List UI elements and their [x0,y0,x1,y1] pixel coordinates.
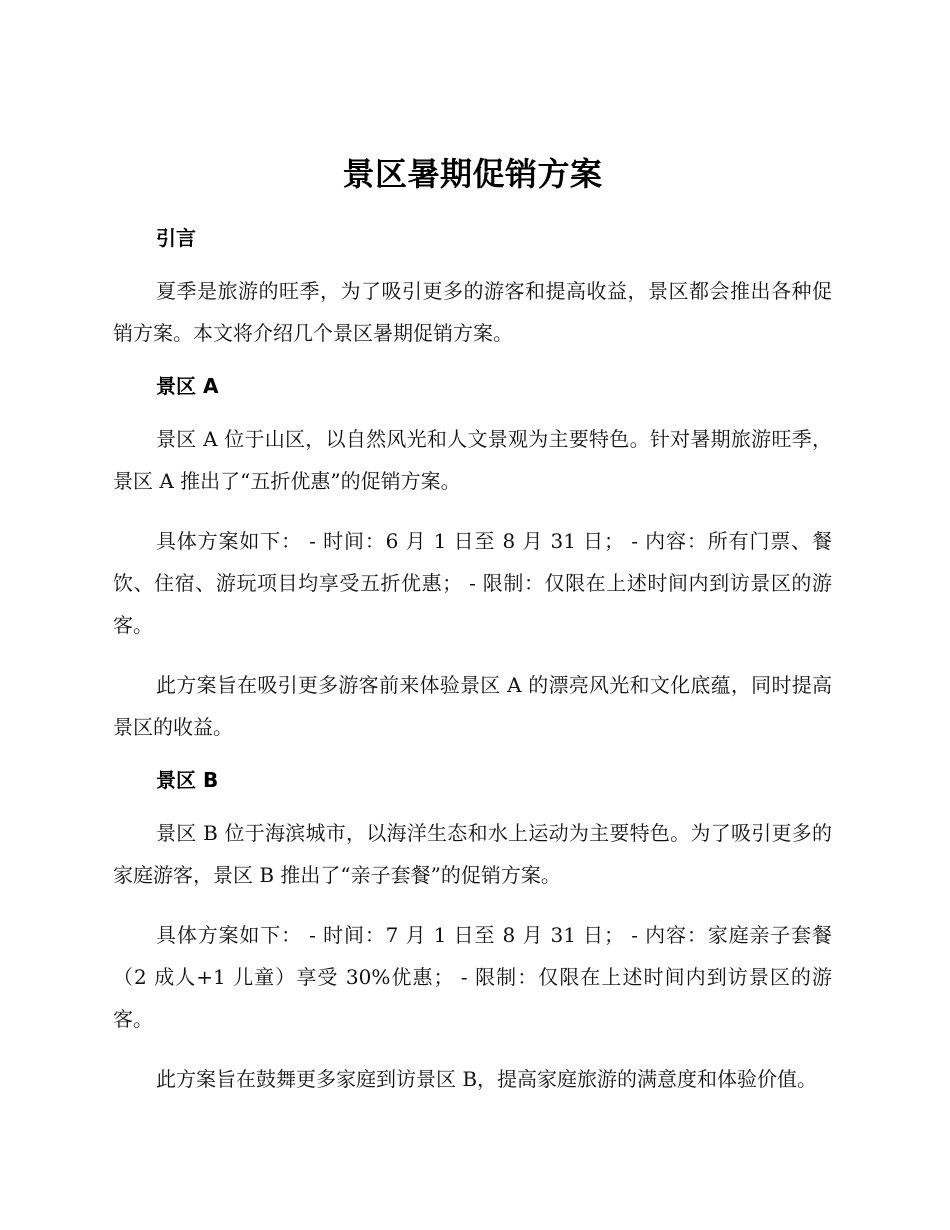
paragraph: 此方案旨在鼓舞更多家庭到访景区 B，提高家庭旅游的满意度和体验价值。 [156,1067,818,1091]
section-scenic-b [113,766,832,1100]
section-heading: 景区 A [156,374,219,398]
document-title: 景区暑期促销方案 [342,155,603,193]
section-heading: 景区 B [156,768,219,792]
paragraph: 此方案旨在吸引更多游客前来体验景区 A 的漂亮风光和文化底蕴，同时提高景区的收益。 [113,673,832,739]
paragraph: 具体方案如下： - 时间：6 月 1 日至 8 月 31 日； - 内容：所有门票、餐饮、住宿、游玩项目均享受五折优惠； - 限制：仅限在上述时间内到访景区的游客。 [113,529,832,637]
paragraph: 具体方案如下： - 时间：7 月 1 日至 8 月 31 日； - 内容：家庭亲子套餐（2 成人+1 儿童）享受 30%优惠； - 限制：仅限在上述时间内到访景区的游客。 [113,923,832,1031]
paragraph: 景区 A 位于山区，以自然风光和人文景观为主要特色。针对暑期旅游旺季，景区 A 推出了“五折优惠”的促销方案。 [113,427,832,493]
section-heading: 引言 [156,226,196,250]
section-scenic-a [113,372,832,748]
paragraph: 景区 B 位于海滨城市，以海洋生态和水上运动为主要特色。为了吸引更多的家庭游客，景区 B 推出了“亲子套餐”的促销方案。 [113,821,832,887]
section-intro [113,224,832,354]
paragraph: 夏季是旅游的旺季，为了吸引更多的游客和提高收益，景区都会推出各种促销方案。本文将介绍几个景区暑期促销方案。 [113,279,832,345]
